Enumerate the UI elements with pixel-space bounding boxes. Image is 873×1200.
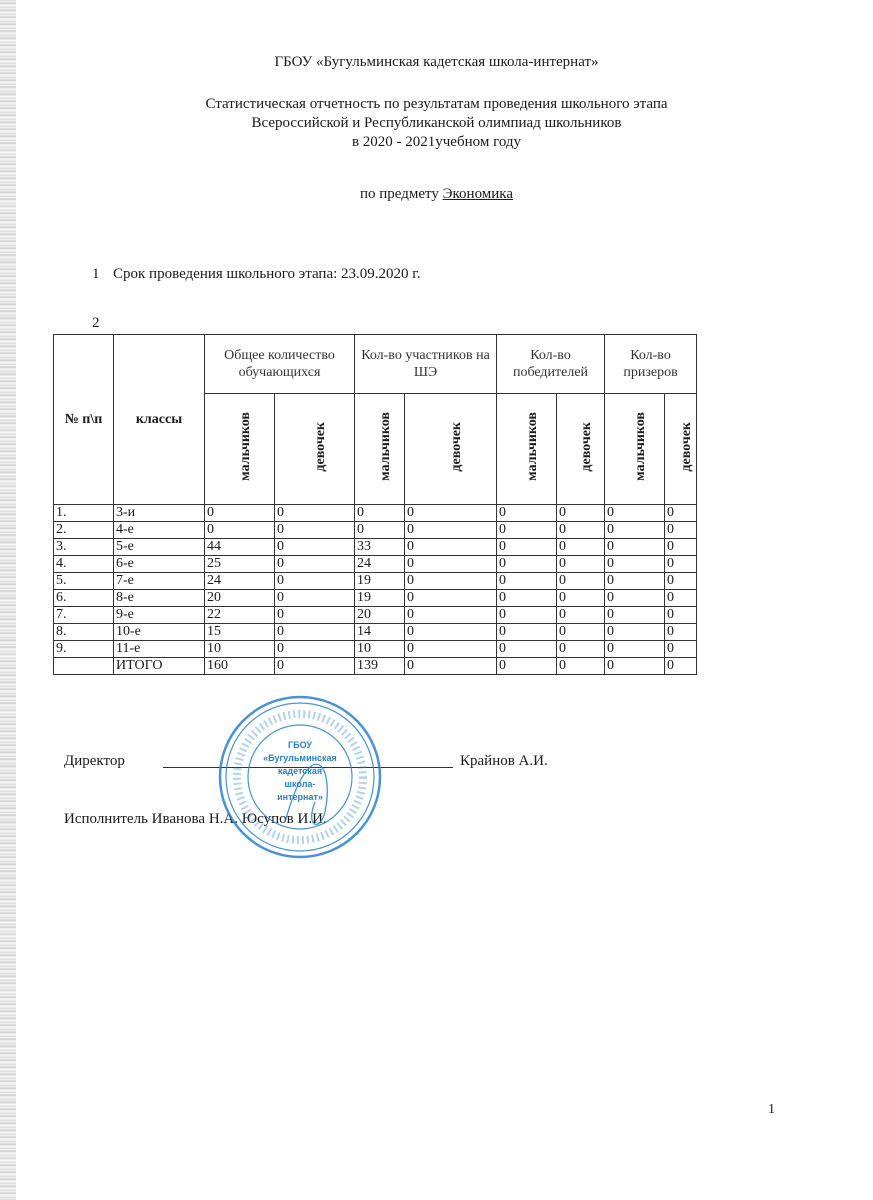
table-cell: 0 (275, 658, 355, 675)
table-row (54, 505, 697, 522)
table-row (54, 522, 697, 539)
table-cell: 22 (205, 607, 275, 624)
table-cell: 0 (557, 658, 605, 675)
table-row (54, 556, 697, 573)
table-cell: 0 (355, 505, 405, 522)
subheader-boys: мальчиков (355, 394, 405, 505)
table-cell: 0 (557, 607, 605, 624)
table-cell: 0 (557, 505, 605, 522)
table-cell: 0 (605, 539, 665, 556)
table-row (54, 590, 697, 607)
table-cell: 6. (54, 590, 114, 607)
table-cell: 1. (54, 505, 114, 522)
table-cell: 20 (205, 590, 275, 607)
table-cell: 139 (355, 658, 405, 675)
table-cell: 0 (405, 505, 497, 522)
table-cell: 0 (557, 573, 605, 590)
subject-prefix: по предмету (359, 186, 439, 202)
subject-name: Экономика (442, 186, 514, 202)
subheader-boys: мальчиков (605, 394, 665, 505)
table-cell: 25 (205, 556, 275, 573)
table-cell: 0 (605, 641, 665, 658)
table-cell: 0 (497, 522, 557, 539)
table-row (54, 573, 697, 590)
table-row (54, 624, 697, 641)
header-prize-winners: Кол-во призеров (605, 335, 697, 394)
table-cell: 0 (605, 505, 665, 522)
school-title: ГБОУ «Бугульминская кадетская школа-интернат» (274, 54, 599, 70)
table-cell: 5-е (114, 539, 205, 556)
stats-table (53, 334, 697, 675)
table-cell: 0 (275, 522, 355, 539)
subheader-girls: девочек (405, 394, 497, 505)
table-cell: 0 (605, 573, 665, 590)
table-cell: 0 (497, 556, 557, 573)
subject-line (0, 185, 873, 204)
table-cell: 9-е (114, 607, 205, 624)
table-cell: 0 (275, 624, 355, 641)
table-cell: 5. (54, 573, 114, 590)
table-cell: 0 (275, 573, 355, 590)
report-title-line: Статистическая отчетность по результатам проведения школьного этапа (205, 96, 668, 112)
table-cell: 33 (355, 539, 405, 556)
table-cell: ИТОГО (114, 658, 205, 675)
table-cell: 19 (355, 590, 405, 607)
table-cell: 0 (405, 607, 497, 624)
stamp-line: «Бугульминская (263, 753, 337, 763)
subheader-boys: мальчиков (497, 394, 557, 505)
table-cell: 3-и (114, 505, 205, 522)
table-cell: 44 (205, 539, 275, 556)
subheader-girls: девочек (275, 394, 355, 505)
table-cell: 0 (205, 522, 275, 539)
scan-edge (0, 0, 16, 1200)
table-cell: 0 (665, 505, 697, 522)
table-cell (54, 658, 114, 675)
table-cell: 0 (557, 556, 605, 573)
table-cell: 0 (557, 539, 605, 556)
header-total-students: Общее количество обучающихся (205, 335, 355, 394)
table-cell: 8-е (114, 590, 205, 607)
table-cell: 0 (605, 658, 665, 675)
table-cell: 0 (605, 607, 665, 624)
subheader-girls: девочек (665, 394, 697, 505)
subheader-boys: мальчиков (205, 394, 275, 505)
table-cell: 20 (355, 607, 405, 624)
table-cell: 4-е (114, 522, 205, 539)
table-cell: 0 (275, 505, 355, 522)
table-row (54, 607, 697, 624)
table-cell: 0 (275, 590, 355, 607)
table-cell: 24 (355, 556, 405, 573)
item-2-number: 2 (92, 315, 100, 331)
table-cell: 0 (557, 590, 605, 607)
table-cell: 7-е (114, 573, 205, 590)
table-cell: 160 (205, 658, 275, 675)
table-cell: 0 (405, 590, 497, 607)
table-cell: 0 (605, 522, 665, 539)
director-name: Крайнов А.И. (460, 753, 548, 769)
header-winners: Кол-во победителей (497, 335, 605, 394)
table-cell: 0 (665, 539, 697, 556)
table-cell: 3. (54, 539, 114, 556)
subheader-girls: девочек (557, 394, 605, 505)
table-cell: 0 (665, 624, 697, 641)
report-title-line: Всероссийской и Республиканской олимпиад школьников (251, 115, 622, 131)
table-cell: 0 (405, 641, 497, 658)
table-cell: 0 (557, 624, 605, 641)
school-stamp (215, 692, 385, 862)
table-cell: 0 (275, 607, 355, 624)
table-cell: 24 (205, 573, 275, 590)
table-cell: 0 (355, 522, 405, 539)
table-cell: 0 (665, 573, 697, 590)
table-cell: 11-е (114, 641, 205, 658)
table-cell: 0 (205, 505, 275, 522)
table-cell: 10-е (114, 624, 205, 641)
table-cell: 0 (605, 556, 665, 573)
table-cell: 0 (497, 658, 557, 675)
table-cell: 0 (497, 539, 557, 556)
table-cell: 0 (665, 658, 697, 675)
item-1 (92, 265, 420, 284)
item-1-number: 1 (92, 266, 100, 282)
table-cell: 19 (355, 573, 405, 590)
table-cell: 10 (355, 641, 405, 658)
table-cell: 0 (405, 556, 497, 573)
stamp-line: интернат» (277, 792, 323, 802)
stamp-line: ГБОУ (288, 740, 312, 750)
table-row (54, 641, 697, 658)
table-cell: 0 (275, 556, 355, 573)
table-cell: 9. (54, 641, 114, 658)
header-num: № п\п (54, 335, 114, 505)
total-row (54, 658, 697, 675)
table-cell: 0 (665, 556, 697, 573)
table-row (54, 539, 697, 556)
table-cell: 0 (497, 607, 557, 624)
table-cell: 0 (497, 590, 557, 607)
table-cell: 2. (54, 522, 114, 539)
table-cell: 0 (405, 658, 497, 675)
report-title (0, 95, 873, 152)
table-cell: 0 (665, 522, 697, 539)
table-cell: 15 (205, 624, 275, 641)
table-cell: 0 (405, 539, 497, 556)
table-cell: 0 (497, 624, 557, 641)
table-cell: 0 (665, 590, 697, 607)
table-cell: 10 (205, 641, 275, 658)
table-cell: 0 (497, 641, 557, 658)
table-cell: 0 (497, 505, 557, 522)
table-cell: 7. (54, 607, 114, 624)
header-participants: Кол-во участников на ШЭ (355, 335, 497, 394)
table-cell: 14 (355, 624, 405, 641)
table-cell: 0 (665, 641, 697, 658)
table-cell: 6-е (114, 556, 205, 573)
table-cell: 4. (54, 556, 114, 573)
report-title-line: в 2020 - 2021учебном году (351, 134, 522, 150)
table-cell: 0 (605, 624, 665, 641)
stamp-line: кадетская (277, 766, 323, 776)
table-cell: 0 (557, 522, 605, 539)
executor-line: Исполнитель Иванова Н.А. Юсупов И.И. (64, 811, 327, 827)
table-cell: 0 (405, 522, 497, 539)
header-class: классы (114, 335, 205, 505)
table-cell: 0 (275, 641, 355, 658)
table-cell: 0 (275, 539, 355, 556)
page-number: 1 (768, 1102, 775, 1117)
stamp-line: школа- (284, 779, 316, 789)
director-label: Директор (64, 753, 125, 769)
table-cell: 0 (665, 607, 697, 624)
item-1-text: Срок проведения школьного этапа: 23.09.2020 г. (113, 266, 421, 282)
table-cell: 0 (557, 641, 605, 658)
table-cell: 0 (497, 573, 557, 590)
table-cell: 0 (605, 590, 665, 607)
table-cell: 0 (405, 573, 497, 590)
table-cell: 0 (405, 624, 497, 641)
table-cell: 8. (54, 624, 114, 641)
